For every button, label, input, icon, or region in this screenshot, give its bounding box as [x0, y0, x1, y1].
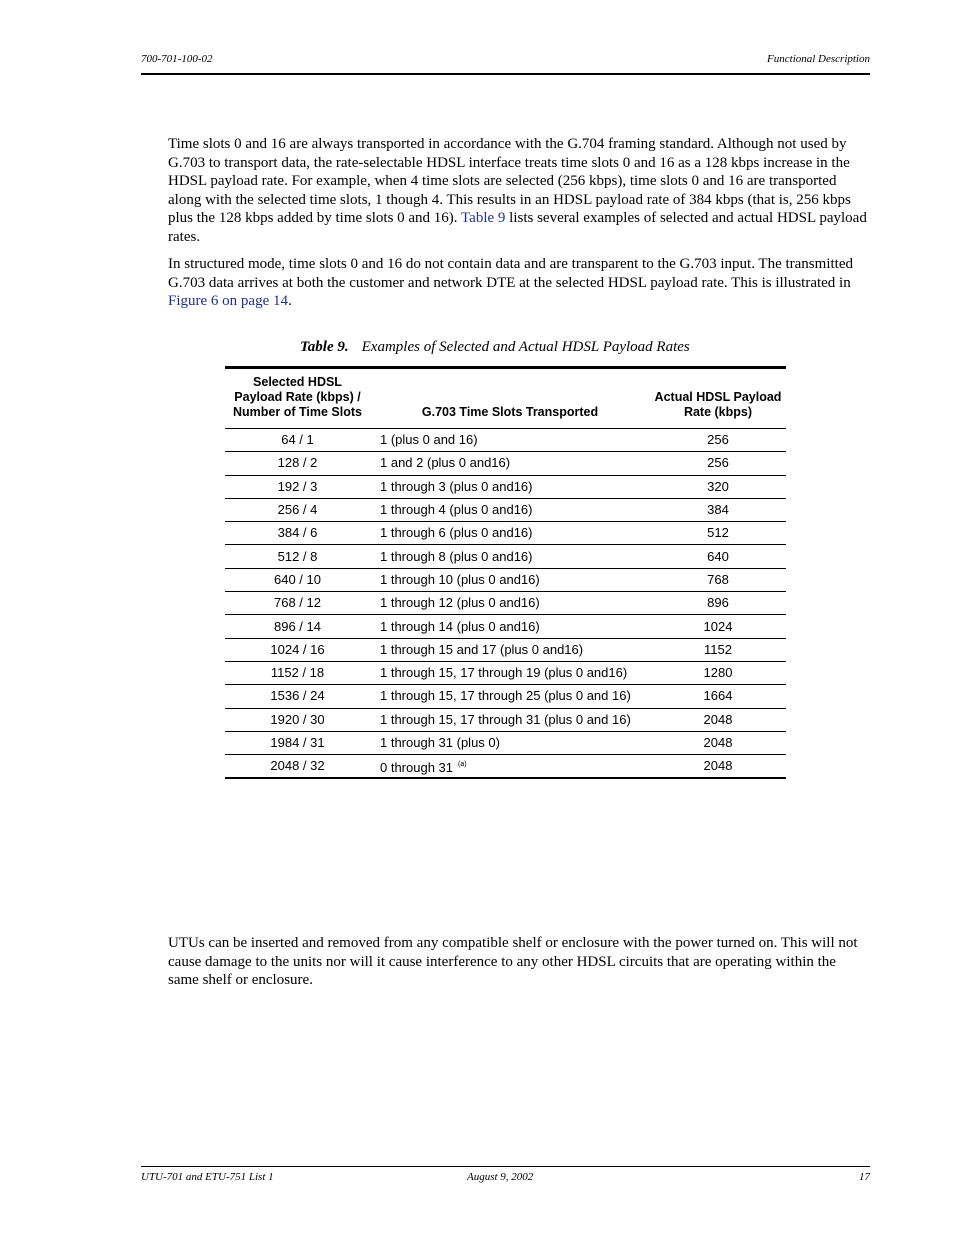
- cell-selected-rate: [225, 429, 370, 452]
- table-header-row: [225, 368, 786, 429]
- cell-actual-rate-text: 320: [707, 478, 729, 494]
- cell-actual-rate-text: 256: [707, 455, 729, 471]
- cell-slots-transported-text: 1 through 3 (plus 0 and16): [380, 478, 533, 494]
- cell-actual-rate: [650, 685, 786, 708]
- table-row: [225, 522, 786, 545]
- cell-selected-rate: [225, 661, 370, 684]
- cell-actual-rate: [650, 545, 786, 568]
- cell-slots-transported: [370, 429, 650, 452]
- table-row: [225, 475, 786, 498]
- table-row: [225, 592, 786, 615]
- cell-selected-rate: [225, 498, 370, 521]
- cell-selected-rate-text: 640 / 10: [274, 571, 321, 587]
- cell-actual-rate: [650, 452, 786, 475]
- cell-selected-rate: [225, 615, 370, 638]
- cell-selected-rate-text: 512 / 8: [277, 548, 318, 564]
- table-row: [225, 661, 786, 684]
- paragraph-structured-mode: [168, 255, 868, 311]
- cell-slots-transported-text: 1 through 31 (plus 0): [380, 735, 500, 750]
- cell-actual-rate-text: 2048: [703, 735, 733, 750]
- cell-slots-transported: [370, 708, 650, 731]
- cell-actual-rate: [650, 755, 786, 779]
- cell-slots-transported: [370, 568, 650, 591]
- cell-actual-rate-text: 256: [707, 432, 729, 448]
- cell-selected-rate: [225, 638, 370, 661]
- cell-actual-rate: [650, 592, 786, 615]
- cell-actual-rate-text: 2048: [703, 711, 733, 727]
- cell-actual-rate: [650, 615, 786, 638]
- cell-selected-rate: [225, 708, 370, 731]
- cell-selected-rate-text: 1536 / 24: [270, 688, 325, 704]
- paragraph-text: .: [287, 293, 292, 310]
- header-doc-number: 700-701-100-02: [141, 53, 213, 65]
- cell-slots-transported: [370, 638, 650, 661]
- cell-slots-transported-text: 1 through 10 (plus 0 and16): [380, 571, 540, 587]
- cell-selected-rate-text: 2048 / 32: [270, 758, 325, 774]
- cell-actual-rate: [650, 568, 786, 591]
- paragraph-hot-swap: UTUs can be inserted and removed from any compatible shelf or enclosure with the power turned on. This will not cause damage to the units nor will it cause interference to any other HDSL circuits that are operating within the same shelf or enclosure.: [168, 935, 858, 989]
- table-row: [225, 615, 786, 638]
- cell-slots-transported: [370, 498, 650, 521]
- cell-slots-transported: [370, 615, 650, 638]
- cell-selected-rate-text: 1152 / 18: [270, 665, 325, 681]
- table-row: [225, 685, 786, 708]
- cell-actual-rate-text: 768: [707, 571, 729, 587]
- cell-selected-rate: [225, 731, 370, 754]
- cell-slots-transported-text: 1 through 15, 17 through 31 (plus 0 and 16): [380, 711, 631, 727]
- cell-slots-transported: [370, 452, 650, 475]
- cell-selected-rate-text: 1024 / 16: [270, 641, 325, 657]
- payload-rates-table: [225, 366, 786, 779]
- column-header-actual-rate: Actual HDSL Payload Rate (kbps): [650, 368, 786, 429]
- table-caption: [300, 339, 690, 356]
- cell-actual-rate: [650, 498, 786, 521]
- cell-slots-transported-text: 1 through 6 (plus 0 and16): [380, 525, 533, 541]
- column-header-slots-transported: G.703 Time Slots Transported: [370, 368, 650, 429]
- table-row: [225, 755, 786, 779]
- cell-actual-rate-text: 2048: [703, 758, 733, 774]
- footnote-marker: (a): [458, 760, 467, 768]
- table-row: [225, 429, 786, 452]
- cell-selected-rate-text: 128 / 2: [277, 455, 318, 471]
- table-row: [225, 708, 786, 731]
- table-row: [225, 731, 786, 754]
- cell-slots-transported: [370, 545, 650, 568]
- cell-slots-transported: [370, 685, 650, 708]
- header-section-title: Functional Description: [767, 53, 870, 65]
- cell-actual-rate-text: 512: [707, 525, 729, 541]
- paragraph-text: Time slots 0 and 16 are always transported in accordance with the G.704 framing standard. Although not used by G.703 to transport data, the rate-selectable HDSL interface treats time slots 0 and 16 as a 128 kbps increase in the HDSL payload rate. For example, when 4 time slots are selected (256 kbps), time slots 0 and 16 are transported along with the selected time slots, 1 though 4. This results in an HDSL payload rate of 384 kbps (that is, 256 kbps plus the 128 kbps added by time slots 0 and 16).: [168, 136, 851, 227]
- paragraph-text: In structured mode, time slots 0 and 16 do not contain data and are transparent to the G.703 input. The transmitted G.703 data arrives at both the customer and network DTE at the selected HDSL payload rate. This is illustrated in: [168, 256, 853, 291]
- cell-slots-transported-text: 1 through 15, 17 through 19 (plus 0 and16): [380, 665, 628, 681]
- cell-selected-rate-text: 384 / 6: [277, 525, 318, 541]
- cell-actual-rate: [650, 708, 786, 731]
- cell-actual-rate: [650, 731, 786, 754]
- table-row: [225, 545, 786, 568]
- cell-slots-transported: [370, 661, 650, 684]
- cell-slots-transported-text: 1 through 15 and 17 (plus 0 and16): [380, 641, 584, 657]
- cell-actual-rate-text: 640: [707, 548, 729, 564]
- cell-selected-rate-text: 1984 / 31: [270, 735, 325, 750]
- cell-actual-rate-text: 896: [707, 595, 729, 611]
- cell-slots-transported-text: 1 through 15, 17 through 25 (plus 0 and 16): [380, 688, 631, 704]
- cell-slots-transported: [370, 755, 650, 779]
- cell-selected-rate-text: 64 / 1: [281, 432, 314, 448]
- cell-slots-transported-text: 1 and 2 (plus 0 and16): [380, 455, 511, 471]
- cell-slots-transported-text: 0 through 31: [380, 759, 454, 775]
- table-row: [225, 638, 786, 661]
- cell-actual-rate-text: 1280: [703, 665, 733, 681]
- cell-selected-rate: [225, 592, 370, 615]
- cell-actual-rate: [650, 475, 786, 498]
- cell-actual-rate-text: 384: [707, 502, 729, 518]
- cell-actual-rate: [650, 429, 786, 452]
- cell-actual-rate: [650, 661, 786, 684]
- header-rule: [141, 73, 870, 75]
- paragraph-text: lists several examples of selected and actual HDSL payload rates.: [168, 210, 867, 245]
- cell-selected-rate-text: 256 / 4: [277, 502, 318, 518]
- cell-slots-transported-text: 1 (plus 0 and 16): [380, 432, 478, 448]
- cell-actual-rate-text: 1664: [703, 688, 733, 704]
- table-9-link[interactable]: Table 9: [461, 210, 506, 227]
- paragraph-time-slots: [168, 135, 868, 247]
- cell-selected-rate: [225, 452, 370, 475]
- figure-6-link[interactable]: Figure 6 on page 14: [168, 293, 288, 310]
- footer-product-title: UTU-701 and ETU-751 List 1: [141, 1171, 274, 1183]
- cell-selected-rate-text: 192 / 3: [277, 478, 318, 494]
- cell-selected-rate: [225, 475, 370, 498]
- cell-selected-rate: [225, 755, 370, 779]
- cell-selected-rate: [225, 568, 370, 591]
- table-caption-title: Examples of Selected and Actual HDSL Payload Rates: [361, 339, 690, 355]
- cell-slots-transported-text: 1 through 4 (plus 0 and16): [380, 502, 533, 518]
- cell-slots-transported: [370, 475, 650, 498]
- cell-selected-rate-text: 768 / 12: [274, 595, 321, 611]
- footer-page-number: 17: [859, 1171, 870, 1183]
- footer-rule: [141, 1166, 870, 1167]
- table-caption-number: Table 9.: [300, 339, 349, 355]
- cell-actual-rate-text: 1152: [704, 641, 732, 657]
- cell-slots-transported: [370, 731, 650, 754]
- cell-selected-rate: [225, 522, 370, 545]
- cell-slots-transported-text: 1 through 14 (plus 0 and16): [380, 618, 540, 634]
- cell-selected-rate-text: 896 / 14: [274, 618, 321, 634]
- cell-slots-transported: [370, 522, 650, 545]
- cell-selected-rate: [225, 545, 370, 568]
- column-header-selected-rate: Selected HDSL Payload Rate (kbps) / Number of Time Slots: [225, 368, 370, 429]
- cell-actual-rate: [650, 522, 786, 545]
- table-row: [225, 452, 786, 475]
- cell-slots-transported: [370, 592, 650, 615]
- cell-slots-transported-text: 1 through 8 (plus 0 and16): [380, 548, 533, 564]
- cell-selected-rate-text: 1920 / 30: [270, 711, 325, 727]
- cell-actual-rate-text: 1024: [703, 618, 733, 634]
- footer-date: August 9, 2002: [467, 1171, 534, 1183]
- cell-selected-rate: [225, 685, 370, 708]
- cell-slots-transported-text: 1 through 12 (plus 0 and16): [380, 595, 540, 611]
- table-row: [225, 498, 786, 521]
- cell-actual-rate: [650, 638, 786, 661]
- table-row: [225, 568, 786, 591]
